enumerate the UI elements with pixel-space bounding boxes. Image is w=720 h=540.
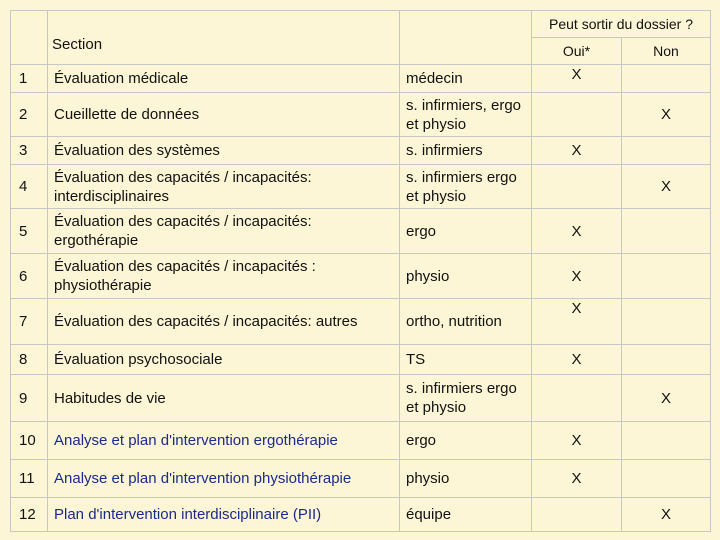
header-yes: Oui* [532, 38, 622, 65]
row-who: s. infirmiers ergo et physio [400, 165, 532, 209]
row-who: physio [400, 460, 532, 498]
row-non: X [622, 165, 711, 209]
row-who: TS [400, 345, 532, 375]
row-non [622, 460, 711, 498]
row-who: s. infirmiers, ergo et physio [400, 93, 532, 137]
row-section: Cueillette de données [48, 93, 400, 137]
header-group: Peut sortir du dossier ? [532, 11, 711, 38]
section-table [10, 10, 711, 532]
row-oui [532, 375, 622, 422]
row-who: ergo [400, 209, 532, 254]
row-non [622, 65, 711, 93]
row-num: 10 [11, 422, 48, 460]
table-row [11, 93, 711, 137]
row-section: Évaluation psychosociale [48, 345, 400, 375]
row-who: ergo [400, 422, 532, 460]
row-who: médecin [400, 65, 532, 93]
row-num: 3 [11, 137, 48, 165]
row-oui: X [532, 137, 622, 165]
header-no: Non [622, 38, 711, 65]
row-oui [532, 498, 622, 532]
row-oui [532, 93, 622, 137]
row-oui: X [532, 345, 622, 375]
header-who [400, 11, 532, 65]
row-num: 8 [11, 345, 48, 375]
row-section: Évaluation des capacités / incapacités: autres [48, 299, 400, 345]
row-num: 5 [11, 209, 48, 254]
row-oui: X [532, 209, 622, 254]
row-non: X [622, 498, 711, 532]
row-section: Évaluation des capacités / incapacités: ergothérapie [48, 209, 400, 254]
row-num: 4 [11, 165, 48, 209]
row-who: équipe [400, 498, 532, 532]
row-oui: X [532, 460, 622, 498]
row-non [622, 254, 711, 299]
table-row [11, 299, 711, 345]
header-num [11, 11, 48, 65]
header-section: Section [48, 11, 400, 65]
table-row [11, 345, 711, 375]
table-row [11, 460, 711, 498]
row-non [622, 345, 711, 375]
row-section: Évaluation des capacités / incapacités : physiothérapie [48, 254, 400, 299]
table-row [11, 254, 711, 299]
row-section: Évaluation médicale [48, 65, 400, 93]
row-num: 9 [11, 375, 48, 422]
table-row [11, 498, 711, 532]
row-who: physio [400, 254, 532, 299]
row-non [622, 209, 711, 254]
table-row [11, 165, 711, 209]
row-num: 1 [11, 65, 48, 93]
row-oui: X [532, 299, 622, 345]
row-section: Évaluation des systèmes [48, 137, 400, 165]
row-non: X [622, 93, 711, 137]
row-non: X [622, 375, 711, 422]
row-oui [532, 165, 622, 209]
row-who: s. infirmiers [400, 137, 532, 165]
table-row [11, 65, 711, 93]
row-section: Évaluation des capacités / incapacités: interdisciplinaires [48, 165, 400, 209]
table-row [11, 422, 711, 460]
table-row [11, 375, 711, 422]
row-oui: X [532, 65, 622, 93]
row-num: 2 [11, 93, 48, 137]
row-num: 6 [11, 254, 48, 299]
row-oui: X [532, 422, 622, 460]
table-row [11, 209, 711, 254]
row-section: Analyse et plan d'intervention physiothérapie [48, 460, 400, 498]
row-oui: X [532, 254, 622, 299]
table-row [11, 137, 711, 165]
row-non [622, 137, 711, 165]
row-section: Plan d'intervention interdisciplinaire (PII) [48, 498, 400, 532]
row-who: s. infirmiers ergo et physio [400, 375, 532, 422]
row-who: ortho, nutrition [400, 299, 532, 345]
row-num: 7 [11, 299, 48, 345]
row-num: 11 [11, 460, 48, 498]
row-non [622, 299, 711, 345]
section-table-container [10, 10, 710, 531]
row-non [622, 422, 711, 460]
row-num: 12 [11, 498, 48, 532]
row-section: Habitudes de vie [48, 375, 400, 422]
row-section: Analyse et plan d'intervention ergothérapie [48, 422, 400, 460]
